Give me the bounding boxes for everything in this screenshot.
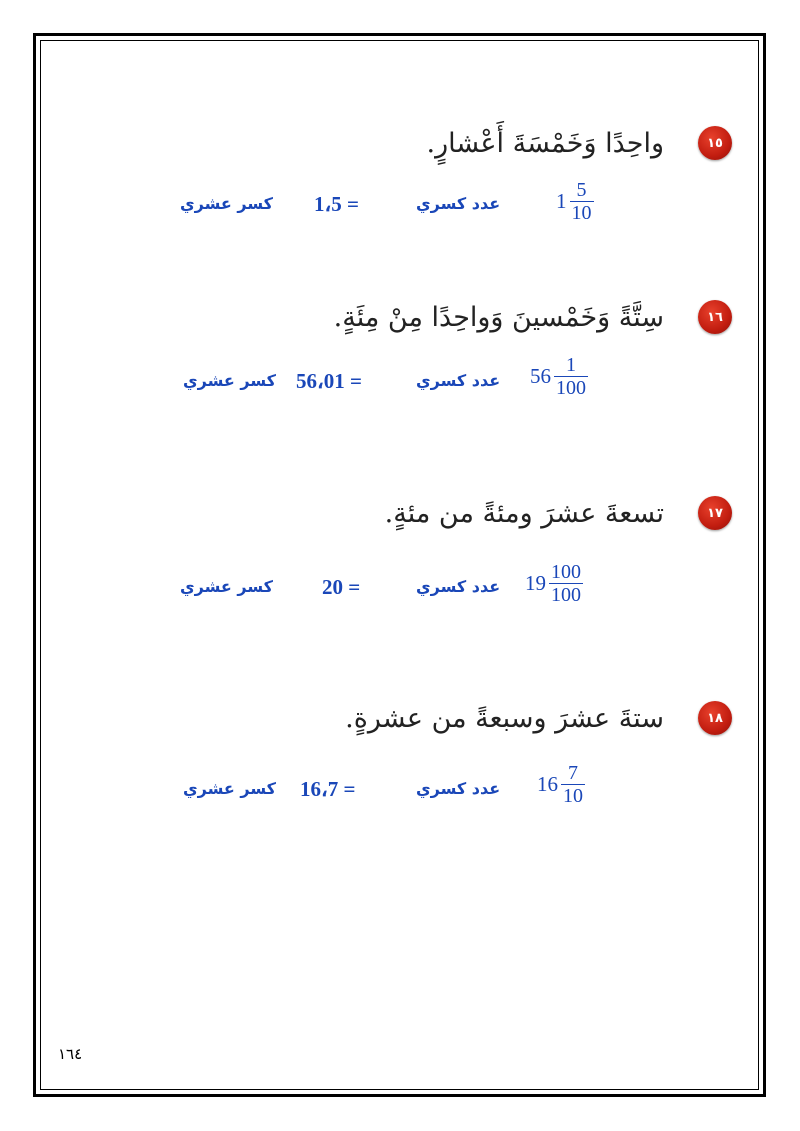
decimal-fraction-label: كسر عشري [183,779,276,798]
fraction [561,763,585,806]
decimal-fraction-label: كسر عشري [180,577,273,596]
fraction-numerator: 7 [568,762,578,784]
fraction-denominator: 10 [571,202,592,224]
problem-number-badge: ١٨ [698,701,732,735]
fraction-numerator: 1 [566,354,576,376]
page-number: ١٦٤ [58,1045,83,1063]
mixed-whole: 56 [530,364,551,388]
decimal-fraction-label: كسر عشري [183,371,276,390]
mixed-number-label: عدد كسري [416,779,501,798]
fraction-numerator: 5 [576,179,587,201]
mixed-number-label: عدد كسري [416,194,501,213]
fraction [549,562,583,605]
problem-17-heading [385,493,732,533]
mixed-number-label: عدد كسري [416,371,501,390]
fraction-denominator: 10 [563,785,583,807]
problem-18-heading [345,698,732,738]
fraction [554,355,588,398]
problem-15-answer-row [0,180,800,240]
fraction-numerator: 100 [551,561,581,583]
decimal-equation: = 1،5 [314,192,359,216]
mixed-whole: 19 [525,571,546,595]
fraction-denominator: 100 [556,377,586,399]
problem-statement: واحِدًا وَخَمْسَةَ أَعْشارٍ. [426,127,664,159]
mixed-number [530,355,588,398]
problem-statement: ستةَ عشرَ وسبعةً من عشرةٍ. [345,702,664,734]
problem-18-answer-row [0,763,800,823]
problem-16-heading [334,297,732,337]
decimal-equation: = 56،01 [296,369,362,393]
mixed-number [556,180,594,223]
mixed-number-label: عدد كسري [416,577,501,596]
problem-number-badge: ١٥ [698,126,732,160]
mixed-number [525,562,583,605]
decimal-equation: = 20 [322,575,361,599]
decimal-equation: = 16،7 [300,777,356,801]
problem-16-answer-row [0,355,800,415]
problem-number-badge: ١٧ [698,496,732,530]
problem-statement: تسعةَ عشرَ ومئةً من مئةٍ. [384,497,664,529]
mixed-whole: 1 [556,189,567,213]
fraction-denominator: 100 [551,584,581,606]
mixed-whole: 16 [537,772,558,796]
fraction [570,180,594,223]
mixed-number [537,763,585,806]
decimal-fraction-label: كسر عشري [180,194,273,213]
problem-15-heading [426,123,732,163]
problem-17-answer-row [0,562,800,622]
problem-number-badge: ١٦ [698,300,732,334]
problem-statement: سِتَّةً وَخَمْسينَ وَواحِدًا مِنْ مِئَةٍ. [333,301,664,333]
